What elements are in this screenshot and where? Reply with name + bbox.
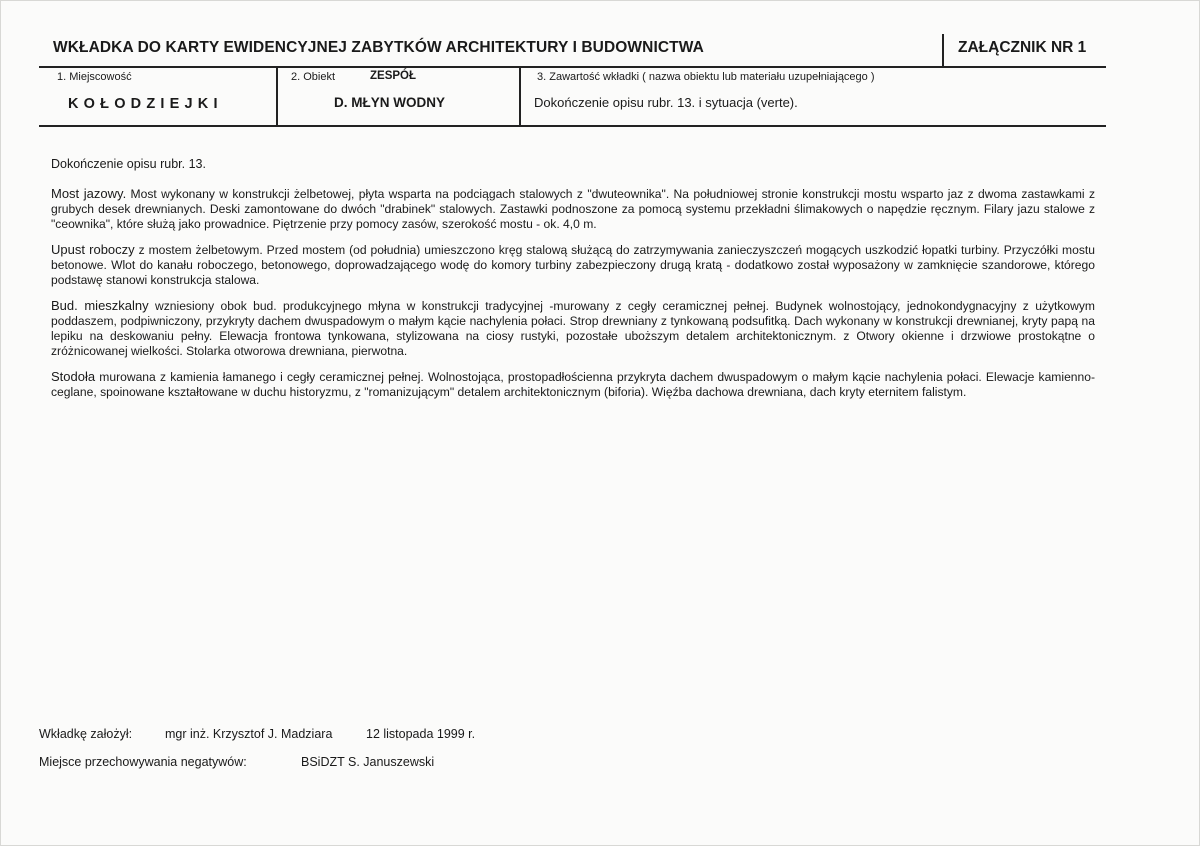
annex-number: ZAŁĄCZNIK NR 1 (958, 39, 1087, 56)
paragraph-lead: Bud. mieszkalny (51, 298, 149, 313)
object-label: 2. Obiekt (291, 71, 336, 83)
paragraph-barn (51, 369, 1095, 400)
paragraph-text: Most wykonany w konstrukcji żelbetowej, płyta wsparta na podciągach stalowych z "dwuteownika". Na południowej stronie konstrukcji mostu wsparto jaz z dwoma zastawkami z grubych desek drewnianych. Deski zamontowane do dwóch "drabinek" stalowych. Zastawki podnoszone za pomocą systemu przekładni ślimakowych o napędzie ręcznym. Filary jazu stalowe z "ceownika", które służą jako prowadnice. Piętrzenie przy pomocy zasów, szerokość mostu - ok. 4,0 m. (51, 187, 1095, 231)
column-divider-2 (519, 67, 521, 126)
locality-label: 1. Miejscowość (57, 71, 132, 83)
paragraph-residential (51, 298, 1095, 359)
founder-row (39, 727, 476, 741)
paragraph-lead: Stodoła (51, 369, 96, 384)
header-rule (39, 66, 1106, 68)
fields-rule (39, 125, 1106, 127)
description-intro: Dokończenie opisu rubr. 13. (51, 157, 206, 171)
paragraph-text: z mostem żelbetowym. Przed mostem (od południa) umieszczono kręg stalową służącą do zatrzymywania zanieczyszczeń mogących uszkodzić łopatki turbiny. Przyczółki mostu betonowe. Wlot do kanału roboczego, betonowego, doprowadzającego wodę do komory turbiny zabezpieczony drugą kratą - dodatkowo został wyposażony w zamknięcie szandorowe, którego podstawę stanowi konstrukcja stalowa. (51, 243, 1095, 287)
paragraph-spillway (51, 242, 1095, 288)
description-body (51, 157, 1095, 410)
paragraph-weir-bridge (51, 186, 1095, 232)
founder-label: Wkładkę założył: (39, 727, 133, 741)
contents-label: 3. Zawartość wkładki ( nazwa obiektu lub materiału uzupełniającego ) (537, 71, 875, 83)
storage-label: Miejsce przechowywania negatywów: (39, 755, 247, 769)
locality-value: KOŁODZIEJKI (68, 96, 223, 112)
contents-value: Dokończenie opisu rubr. 13. i sytuacja (verte). (534, 95, 798, 110)
founder-name: mgr inż. Krzysztof J. Madziara (165, 727, 333, 741)
object-group: ZESPÓŁ (370, 70, 417, 82)
header-divider (942, 34, 944, 67)
storage-row (39, 755, 435, 769)
paragraph-lead: Most jazowy. (51, 186, 127, 201)
storage-value: BSiDZT S. Januszewski (301, 755, 435, 769)
paragraph-lead: Upust roboczy (51, 242, 135, 257)
founder-date: 12 listopada 1999 r. (366, 727, 476, 741)
paragraph-text: wzniesiony obok bud. produkcyjnego młyna w konstrukcji tradycyjnej -murowany z cegły ceramicznej pełnej. Budynek wolnostojący, jednokondygnacyjny z użytkowym poddaszem, podpiwniczony, przykryty dachem dwuspadowym o małym kącie nachylenia połaci. Strop drewniany z tynkowaną podsufitką. Dach wykonany w konstrukcji drewnianej, kryty papą na lepiku na deskowaniu pełny. Elewacja frontowa tynkowana, stylizowana na ciosy rustyki, pozostałe uboższym detalem architektonicznym. z Otwory okienne i drzwiowe prostokątne o zróżnicowanej wielkości. Stolarka otworowa drewniana, pierwotna. (51, 299, 1095, 358)
form-title: WKŁADKA DO KARTY EWIDENCYJNEJ ZABYTKÓW ARCHITEKTURY I BUDOWNICTWA (53, 39, 704, 56)
paragraph-text: murowana z kamienia łamanego i cegły ceramicznej pełnej. Wolnostojąca, prostopadłościenna przykryta dachem dwuspadowym o małym kącie nachylenia połaci. Elewacje kamienno-ceglane, spoinowane kształtowane w duchu historyzmu, z "romanizującym" detalem architektonicznym (biforia). Więźba dachowa drewniana, dach kryty eternitem falistym. (51, 370, 1095, 399)
column-divider-1 (276, 67, 278, 126)
object-value: D. MŁYN WODNY (334, 95, 445, 110)
